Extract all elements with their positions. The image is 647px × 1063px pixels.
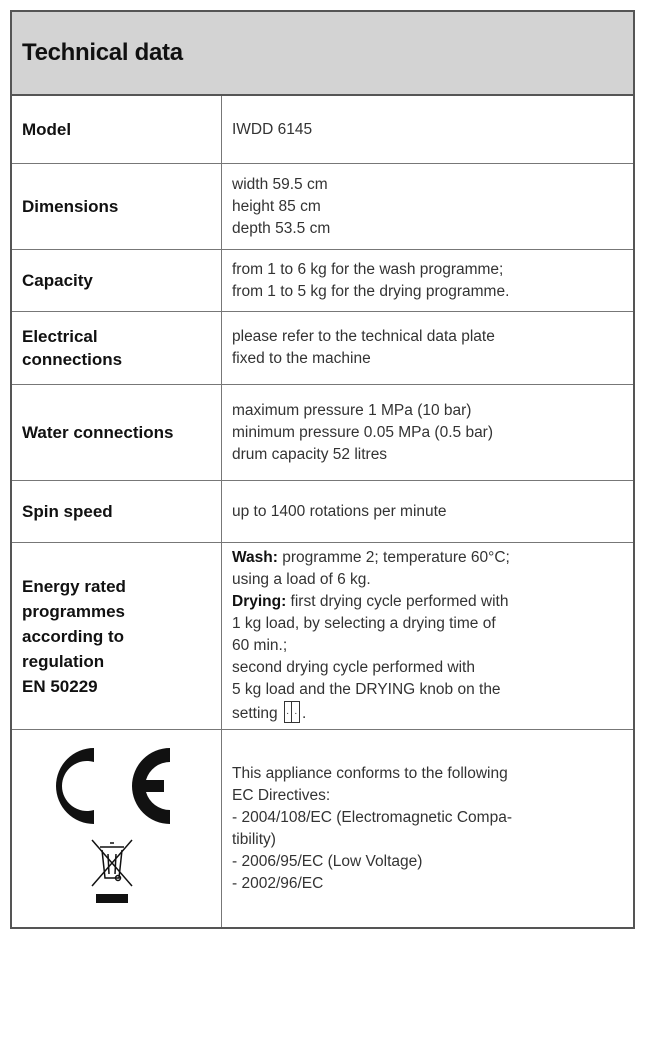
- drying-setting-prefix: setting: [232, 705, 278, 722]
- ce-value: [222, 730, 633, 927]
- model-label: Model: [12, 96, 222, 163]
- drying-text: first drying cycle performed with: [286, 593, 509, 610]
- dimensions-height: height 85 cm: [232, 197, 321, 215]
- wash-text: programme 2; temperature 60°C;: [277, 549, 510, 566]
- energy-drying-line3: 60 min.;: [232, 637, 288, 654]
- drying-setting-icon: [284, 701, 300, 723]
- ce-line3: - 2004/108/EC (Electromagnetic Compa-: [232, 808, 512, 826]
- water-min-pressure: minimum pressure 0.05 MPa (0.5 bar): [232, 423, 494, 441]
- capacity-value: [222, 250, 633, 311]
- capacity-label: Capacity: [12, 250, 222, 311]
- dimensions-width: width 59.5 cm: [232, 175, 328, 193]
- spin-value: [222, 481, 633, 542]
- energy-label-line2: programmes: [22, 601, 125, 621]
- drying-heading: Drying:: [232, 593, 287, 610]
- energy-wash-line1: [232, 547, 633, 569]
- electrical-label: [12, 312, 222, 384]
- table-title: Technical data: [22, 39, 183, 66]
- energy-drying-line5: 5 kg load and the DRYING knob on the: [232, 681, 501, 698]
- capacity-wash: from 1 to 6 kg for the wash programme;: [232, 260, 504, 278]
- water-value: [222, 385, 633, 480]
- ce-line2: EC Directives:: [232, 786, 331, 804]
- electrical-line2: fixed to the machine: [232, 350, 371, 367]
- spin-value-text: up to 1400 rotations per minute: [232, 502, 447, 520]
- electrical-line1: please refer to the technical data plate: [232, 328, 495, 345]
- energy-drying-line1: [232, 591, 633, 613]
- spin-label: Spin speed: [12, 481, 222, 542]
- energy-drying-line6: [232, 701, 633, 725]
- model-value: [222, 96, 633, 163]
- row-spin: [12, 481, 633, 543]
- energy-value: [222, 543, 633, 729]
- ce-line6: - 2002/96/EC: [232, 874, 324, 892]
- water-max-pressure: maximum pressure 1 MPa (10 bar): [232, 401, 472, 419]
- row-capacity: [12, 250, 633, 312]
- ce-line4: tibility): [232, 830, 276, 848]
- technical-data-table: [10, 10, 635, 929]
- capacity-drying: from 1 to 5 kg for the drying programme.: [232, 282, 510, 300]
- water-label: Water connections: [12, 385, 222, 480]
- table-header: [12, 12, 633, 96]
- energy-label: [12, 543, 222, 729]
- electrical-label-line2: connections: [22, 350, 123, 369]
- weee-bin-icon: [12, 730, 220, 926]
- drying-setting-suffix: .: [301, 705, 307, 722]
- ce-line5: - 2006/95/EC (Low Voltage): [232, 852, 423, 870]
- energy-label-line1: Energy rated: [22, 576, 126, 596]
- energy-label-line5: EN 50229: [22, 676, 98, 696]
- row-water: [12, 385, 633, 481]
- energy-drying-line2: 1 kg load, by selecting a drying time of: [232, 615, 496, 632]
- row-model: [12, 96, 633, 164]
- dimensions-value: [222, 164, 633, 249]
- ce-line1: This appliance conforms to the following: [232, 764, 508, 782]
- ce-symbols-cell: [12, 730, 222, 927]
- electrical-label-line1: Electrical: [22, 327, 98, 346]
- energy-label-line3: according to: [22, 626, 125, 646]
- row-ce: [12, 730, 633, 927]
- dimensions-depth: depth 53.5 cm: [232, 219, 331, 237]
- model-value-text: IWDD 6145: [232, 120, 313, 138]
- row-energy: [12, 543, 633, 730]
- energy-wash-line2: using a load of 6 kg.: [232, 571, 371, 588]
- row-electrical: [12, 312, 633, 385]
- electrical-value: [222, 312, 633, 384]
- row-dimensions: [12, 164, 633, 250]
- dimensions-label: Dimensions: [12, 164, 222, 249]
- energy-drying-line4: second drying cycle performed with: [232, 659, 475, 676]
- energy-label-line4: regulation: [22, 651, 105, 671]
- water-drum-capacity: drum capacity 52 litres: [232, 445, 388, 463]
- wash-heading: Wash:: [232, 549, 278, 566]
